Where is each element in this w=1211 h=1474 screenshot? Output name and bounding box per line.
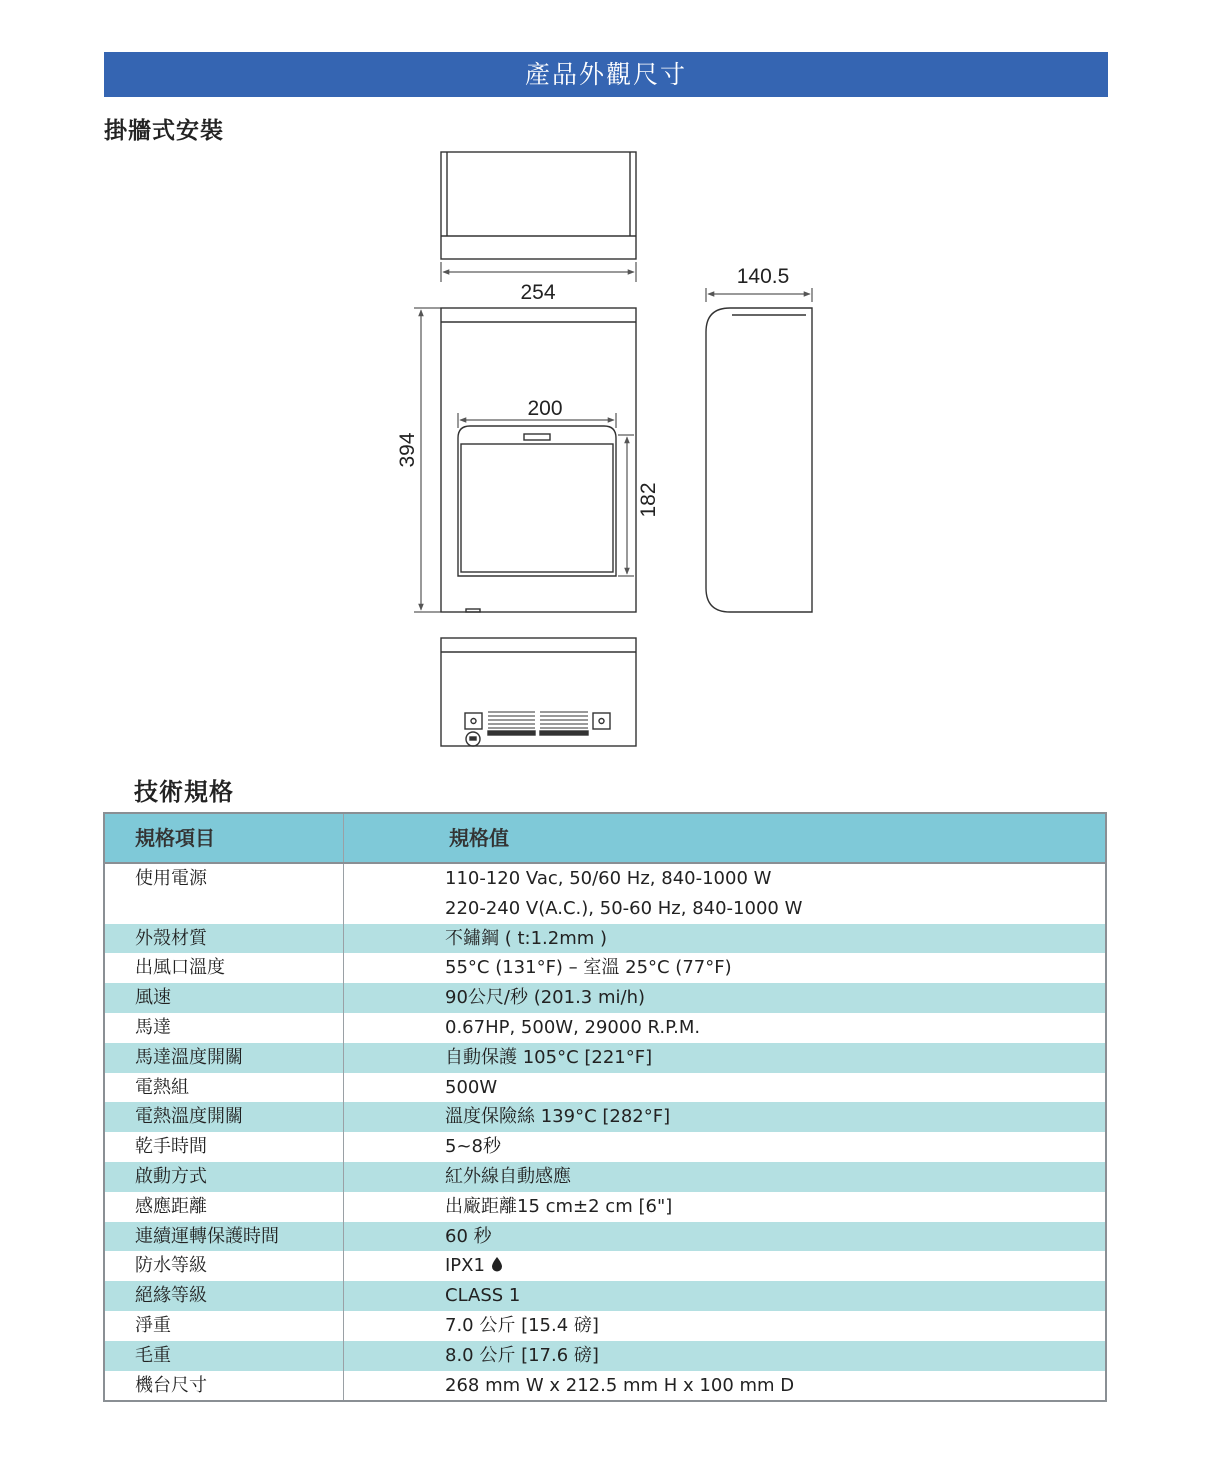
spec-item: 乾手時間 <box>105 1132 344 1162</box>
width-label: 254 <box>520 281 556 304</box>
section-title: 產品外觀尺寸 <box>524 60 687 89</box>
spec-item: 毛重 <box>105 1341 344 1371</box>
outlet-height-label: 182 <box>637 482 660 518</box>
table-row <box>105 1311 1105 1341</box>
front-view <box>441 308 636 612</box>
width-dimension-line <box>441 262 636 282</box>
spec-value: 268 mm W x 212.5 mm H x 100 mm D <box>445 1374 795 1396</box>
depth-dimension-line <box>706 288 812 302</box>
water-drop-icon <box>491 1257 503 1272</box>
spec-item: 連續運轉保護時間 <box>105 1222 344 1252</box>
spec-value: 0.67HP, 500W, 29000 R.P.M. <box>445 1016 701 1038</box>
spec-value: 紅外線自動感應 <box>445 1165 571 1187</box>
spec-item: 電熱溫度開關 <box>105 1102 344 1132</box>
table-row <box>105 1222 1105 1252</box>
table-row <box>105 1013 1105 1043</box>
spec-value: CLASS 1 <box>445 1285 521 1307</box>
header-item: 規格項目 <box>105 814 344 862</box>
spec-item: 外殼材質 <box>105 924 344 954</box>
spec-table <box>103 812 1107 1402</box>
install-heading: 掛牆式安裝 <box>104 118 224 144</box>
spec-value: 110-120 Vac, 50/60 Hz, 840-1000 W 220-240 V(A.C.), 50-60 Hz, 840-1000 W <box>445 868 803 919</box>
table-row <box>105 953 1105 983</box>
table-header <box>105 814 1105 864</box>
spec-item: 馬達溫度開關 <box>105 1043 344 1073</box>
table-row <box>105 1281 1105 1311</box>
spec-item: 出風口溫度 <box>105 953 344 983</box>
table-row <box>105 1251 1105 1281</box>
table-row <box>105 1043 1105 1073</box>
spec-item: 絕緣等級 <box>105 1281 344 1311</box>
spec-value: 55°C (131°F) – 室溫 25°C (77°F) <box>445 957 732 979</box>
depth-label: 140.5 <box>736 265 790 288</box>
spec-item: 淨重 <box>105 1311 344 1341</box>
spec-value: IPX1 <box>344 1251 1105 1281</box>
spec-item: 風速 <box>105 983 344 1013</box>
table-row <box>105 1341 1105 1371</box>
spec-item: 電熱組 <box>105 1073 344 1103</box>
table-row <box>105 1162 1105 1192</box>
table-row <box>105 1102 1105 1132</box>
bottom-view <box>441 638 636 746</box>
spec-value: 7.0 公斤 [15.4 磅] <box>445 1314 599 1336</box>
height-label: 394 <box>396 432 419 468</box>
spec-item: 感應距離 <box>105 1192 344 1222</box>
spec-item: 馬達 <box>105 1013 344 1043</box>
table-row <box>105 864 1105 924</box>
table-row <box>105 983 1105 1013</box>
spec-value: 5~8秒 <box>445 1136 501 1158</box>
spec-value: 溫度保險絲 139°C [282°F] <box>445 1106 671 1128</box>
top-view <box>441 152 636 259</box>
table-row <box>105 924 1105 954</box>
specs-heading: 技術規格 <box>134 778 234 806</box>
table-row <box>105 1192 1105 1222</box>
table-row <box>105 1073 1105 1103</box>
table-body <box>105 864 1105 1400</box>
spec-item: 防水等級 <box>105 1251 344 1281</box>
spec-value: 自動保護 105°C [221°F] <box>445 1046 653 1068</box>
table-row <box>105 1132 1105 1162</box>
table-row <box>105 1371 1105 1401</box>
spec-value: 60 秒 <box>445 1225 492 1247</box>
side-view <box>706 308 812 612</box>
header-value: 規格值 <box>449 826 509 850</box>
spec-item: 使用電源 <box>105 864 344 924</box>
spec-item: 機台尺寸 <box>105 1371 344 1401</box>
spec-value: 90公尺/秒 (201.3 mi/h) <box>445 987 645 1009</box>
spec-value: 不鏽鋼 ( t:1.2mm ) <box>445 927 608 949</box>
spec-value: 出廠距離15 cm±2 cm [6"] <box>445 1195 673 1217</box>
spec-value: 500W <box>445 1076 498 1098</box>
spec-value: 8.0 公斤 [17.6 磅] <box>445 1344 599 1366</box>
outlet-height-dimension-line <box>618 435 634 576</box>
spec-item: 啟動方式 <box>105 1162 344 1192</box>
outlet-width-label: 200 <box>527 397 563 420</box>
